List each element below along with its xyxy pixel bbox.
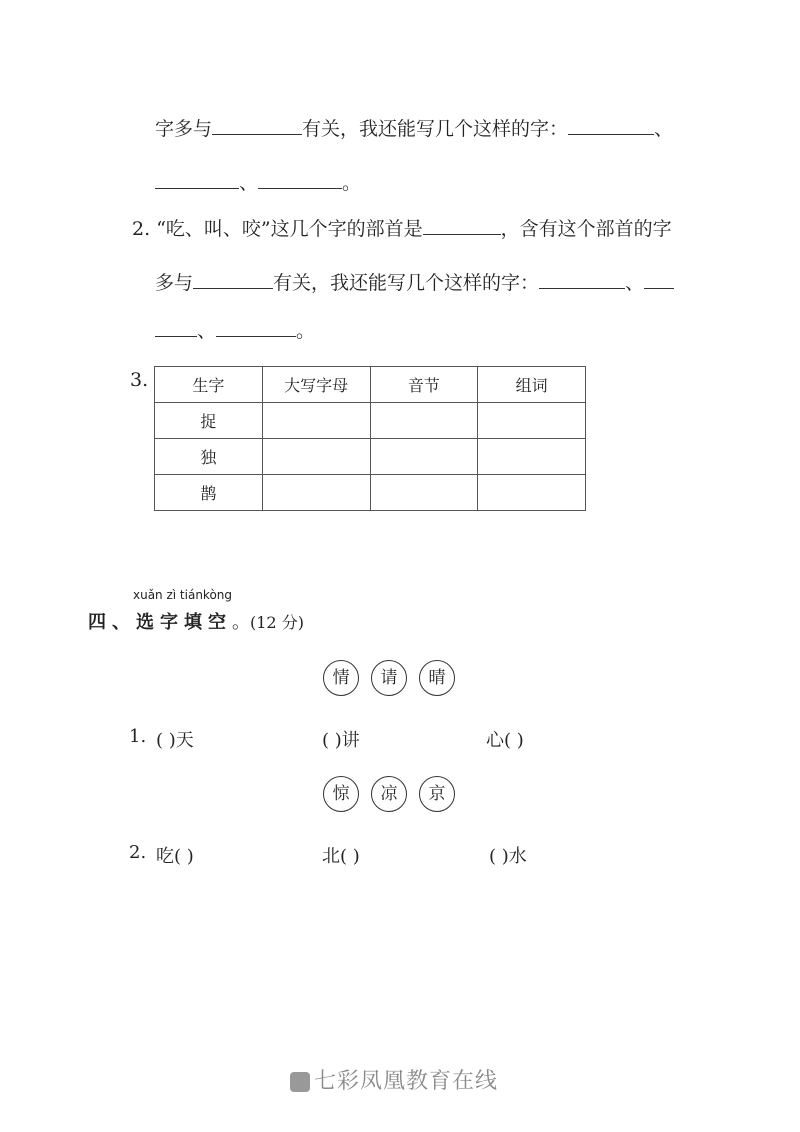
cell-uppercase[interactable] (262, 403, 370, 439)
q2-text-b: ，含有这个部首的字 (500, 218, 672, 240)
row-char: 鹊 (155, 475, 263, 511)
q2-blank-1[interactable] (423, 216, 501, 235)
cell-word[interactable] (478, 403, 586, 439)
option-char-circle: 凉 (371, 776, 407, 812)
header-shengzi: 生字 (155, 367, 263, 403)
group1-number: 1. (129, 726, 147, 747)
header-daxie: 大写字母 (262, 367, 370, 403)
table-header-row (155, 367, 586, 403)
q2-blank-4a[interactable] (644, 270, 674, 289)
option-char-circle: 京 (419, 776, 455, 812)
row-char: 独 (155, 439, 263, 475)
table-row (155, 403, 586, 439)
q2-text-a: “吃、叫、咬”这几个字的部首是 (156, 218, 423, 240)
q1-line-2 (155, 170, 361, 195)
cell-pinyin[interactable] (370, 439, 478, 475)
header-yinjie: 音节 (370, 367, 478, 403)
q2-blank-3[interactable] (539, 270, 625, 289)
q1-sep-2: 、 (239, 172, 259, 194)
q1-line-1 (155, 116, 673, 141)
group1-item-xin[interactable]: 心( ) (486, 730, 524, 751)
q1-blank-2[interactable] (568, 116, 654, 135)
q3-number: 3. (130, 369, 149, 391)
group1-item-jiang[interactable]: ( )讲 (322, 730, 360, 751)
group2-item-bei[interactable]: 北( ) (322, 846, 360, 867)
cell-uppercase[interactable] (262, 475, 370, 511)
table-row (155, 475, 586, 511)
q2-blank-5[interactable] (216, 318, 296, 337)
section4-title: 四、选字填空 (88, 612, 232, 633)
character-table (154, 366, 586, 511)
cell-word[interactable] (478, 439, 586, 475)
footer-watermark (290, 1064, 498, 1095)
section4-pinyin: xuǎn zì tiánkòng (133, 588, 233, 602)
q2-sep-2: 、 (197, 320, 217, 342)
q2-blank-4b[interactable] (155, 318, 197, 337)
logo-seal-icon (290, 1072, 310, 1092)
option-char-circle: 惊 (323, 776, 359, 812)
group2-item-chi[interactable]: 吃( ) (156, 846, 194, 867)
row-char: 捉 (155, 403, 263, 439)
q1-blank-4[interactable] (258, 170, 342, 189)
q2-line-2 (155, 270, 674, 295)
q1-text-a: 字多与 (155, 118, 213, 140)
q1-text-b: 有关，我还能写几个这样的字： (302, 118, 569, 140)
table-row (155, 439, 586, 475)
q1-end: 。 (342, 172, 362, 194)
section4-heading (88, 608, 304, 634)
q1-blank-3[interactable] (155, 170, 239, 189)
q2-sep-1: 、 (625, 272, 645, 294)
q2-blank-2[interactable] (193, 270, 273, 289)
section4-score: (12 分) (250, 613, 304, 632)
q2-text-c: 多与 (155, 272, 194, 294)
option-char-circle: 情 (323, 660, 359, 696)
cell-uppercase[interactable] (262, 439, 370, 475)
q2-number: 2. (132, 218, 151, 240)
footer-text: 七彩凤凰教育在线 (314, 1069, 499, 1094)
q2-line-3 (155, 318, 315, 343)
q2-text-d: 有关，我还能写几个这样的字： (273, 272, 540, 294)
group2-number: 2. (129, 842, 147, 863)
q2-line-1 (132, 216, 672, 241)
cell-pinyin[interactable] (370, 403, 478, 439)
q2-end: 。 (296, 320, 316, 342)
cell-pinyin[interactable] (370, 475, 478, 511)
q1-sep-1: 、 (654, 118, 674, 140)
option-char-circle: 请 (371, 660, 407, 696)
option-char-circle: 晴 (419, 660, 455, 696)
q1-blank-1[interactable] (212, 116, 302, 135)
group2-item-shui[interactable]: ( )水 (489, 846, 527, 867)
section4-period: 。 (232, 612, 250, 633)
cell-word[interactable] (478, 475, 586, 511)
header-zuci: 组词 (478, 367, 586, 403)
group1-item-tian[interactable]: ( )天 (156, 730, 194, 751)
